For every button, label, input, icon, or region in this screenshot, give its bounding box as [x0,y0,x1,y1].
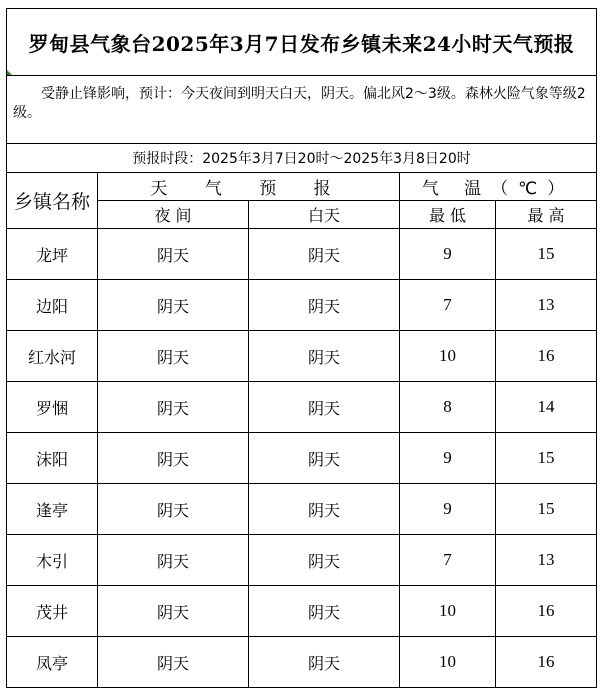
table-row [7,229,597,280]
table-row [7,535,597,586]
town-cell: 边阳 [7,280,98,331]
night-weather-cell: 阴天 [98,433,249,484]
night-weather-cell: 阴天 [98,637,249,688]
forecast-table [6,8,597,688]
min-temp-cell: 10 [400,637,496,688]
header-weather-text: 天 气 预 报 [150,179,347,199]
night-weather-cell: 阴天 [98,229,249,280]
town-cell: 茂井 [7,586,98,637]
day-weather-cell: 阴天 [249,433,400,484]
day-weather-cell: 阴天 [249,229,400,280]
table-row [7,433,597,484]
table-row [7,280,597,331]
town-cell: 木引 [7,535,98,586]
header-min: 最 低 [400,201,496,229]
max-temp-cell: 16 [496,331,597,382]
max-temp-cell: 15 [496,484,597,535]
header-night: 夜 间 [98,201,249,229]
min-temp-cell: 10 [400,586,496,637]
town-cell: 凤亭 [7,637,98,688]
header-day: 白天 [249,201,400,229]
day-weather-cell: 阴天 [249,586,400,637]
night-weather-cell: 阴天 [98,331,249,382]
header-temperature-text: 气 温（℃） [421,179,575,199]
forecast-summary [7,76,597,144]
day-weather-cell: 阴天 [249,535,400,586]
day-weather-cell: 阴天 [249,331,400,382]
town-cell: 罗悃 [7,382,98,433]
night-weather-cell: 阴天 [98,586,249,637]
day-weather-cell: 阴天 [249,382,400,433]
night-weather-cell: 阴天 [98,280,249,331]
table-row [7,484,597,535]
town-cell: 沫阳 [7,433,98,484]
page-title [7,9,597,76]
max-temp-cell: 16 [496,586,597,637]
day-weather-cell: 阴天 [249,637,400,688]
table-row [7,586,597,637]
max-temp-cell: 15 [496,229,597,280]
header-max: 最 高 [496,201,597,229]
min-temp-cell: 7 [400,280,496,331]
night-weather-cell: 阴天 [98,484,249,535]
night-weather-cell: 阴天 [98,382,249,433]
header-weather [98,173,400,201]
min-temp-cell: 7 [400,535,496,586]
cell-corner-marker [7,70,12,75]
min-temp-cell: 10 [400,331,496,382]
table-row [7,331,597,382]
title-text: 罗甸县气象台2025年3月7日发布乡镇未来24小时天气预报 [28,31,575,56]
max-temp-cell: 13 [496,280,597,331]
max-temp-cell: 14 [496,382,597,433]
town-cell: 逢亭 [7,484,98,535]
table-row [7,382,597,433]
header-temperature [400,173,597,201]
min-temp-cell: 9 [400,433,496,484]
max-temp-cell: 16 [496,637,597,688]
min-temp-cell: 9 [400,484,496,535]
table-row [7,637,597,688]
header-town: 乡镇名称 [7,173,98,229]
town-cell: 红水河 [7,331,98,382]
day-weather-cell: 阴天 [249,484,400,535]
town-cell: 龙坪 [7,229,98,280]
min-temp-cell: 9 [400,229,496,280]
forecast-period: 预报时段：2025年3月7日20时～2025年3月8日20时 [7,144,597,173]
min-temp-cell: 8 [400,382,496,433]
max-temp-cell: 15 [496,433,597,484]
night-weather-cell: 阴天 [98,535,249,586]
summary-text: 受静止锋影响，预计：今天夜间到明天白天，阴天。偏北风2～3级。森林火险气象等级2级。 [13,86,586,121]
day-weather-cell: 阴天 [249,280,400,331]
max-temp-cell: 13 [496,535,597,586]
